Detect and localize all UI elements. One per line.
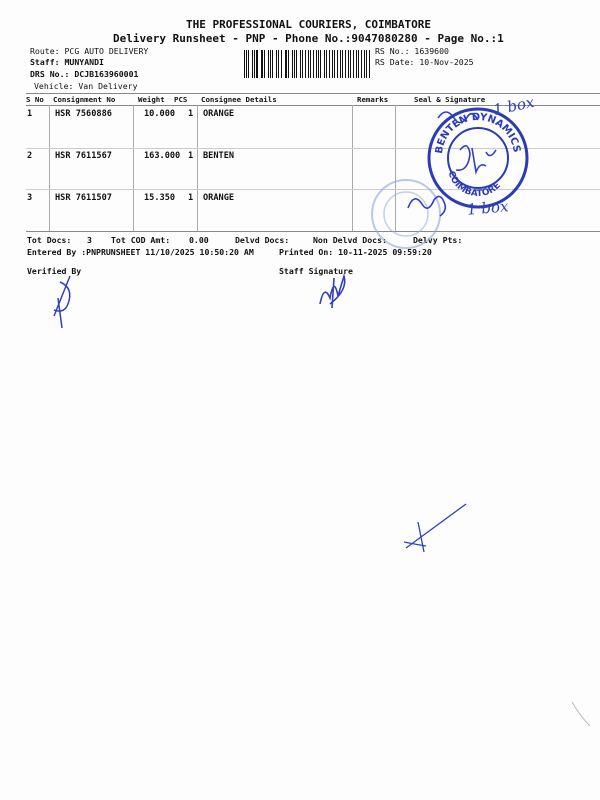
delvy-pts-label: Delvy Pts: xyxy=(413,235,463,245)
non-delvd-docs-label: Non Delvd Docs: xyxy=(313,235,387,245)
handwritten-note-box-2: 1 box xyxy=(466,197,510,219)
tot-docs-value: 3 xyxy=(87,235,92,245)
barcode-bar xyxy=(320,50,321,78)
barcode-bar xyxy=(324,50,325,78)
rs-date: RS Date: 10-Nov-2025 xyxy=(375,57,474,67)
stray-pen-mark xyxy=(402,500,472,560)
barcode-bar xyxy=(356,50,357,78)
col-pcs: PCS xyxy=(174,95,188,104)
tot-cod-label: Tot COD Amt: xyxy=(111,235,171,245)
row-consignment: HSR 7560886 xyxy=(55,109,112,119)
barcode-bar xyxy=(244,50,245,78)
barcode xyxy=(244,50,372,78)
barcode-bar xyxy=(256,50,257,78)
barcode-bar xyxy=(310,50,311,78)
delvd-docs-label: Delvd Docs: xyxy=(235,235,290,245)
row-consignee: ORANGE xyxy=(203,193,235,203)
vehicle-label: Vehicle: Van Delivery xyxy=(34,81,138,91)
barcode-bar xyxy=(342,50,343,78)
col-consignment: Consignment No xyxy=(53,95,116,104)
staff-signature xyxy=(312,268,362,318)
verified-by-label: Verified By xyxy=(27,266,82,276)
barcode-bar xyxy=(276,50,277,78)
barcode-bar xyxy=(264,50,265,78)
row-sno: 2 xyxy=(27,151,33,161)
col-seal: Seal & Signature xyxy=(414,95,486,104)
route-label: Route: PCG AUTO DELIVERY xyxy=(30,46,149,56)
row-consignment: HSR 7611507 xyxy=(55,193,112,203)
row-sno: 1 xyxy=(27,109,33,119)
col-weight: Weight xyxy=(138,95,165,104)
row-consignment: HSR 7611567 xyxy=(55,151,112,161)
barcode-bar xyxy=(300,50,301,78)
row-weight: 10.000 xyxy=(144,109,176,119)
row-weight: 163.000 xyxy=(144,151,181,161)
col-sno: S No xyxy=(26,95,44,104)
totals-row xyxy=(0,235,600,247)
row-pcs: 1 xyxy=(188,109,194,119)
barcode-bar xyxy=(281,50,282,78)
entered-by: Entered By :PNPRUNSHEET 11/10/2025 10:50:20 AM xyxy=(27,247,254,257)
col-consignee: Consignee Details xyxy=(201,95,277,104)
row-consignee: ORANGE xyxy=(203,109,235,119)
barcode-bar xyxy=(288,50,289,78)
printed-on: Printed On: 10-11-2025 09:59:20 xyxy=(279,247,432,257)
scan-edge-mark xyxy=(570,700,594,730)
col-remarks: Remarks xyxy=(357,95,389,104)
barcode-bar xyxy=(348,50,349,78)
row-sno: 3 xyxy=(27,193,33,203)
row-pcs: 1 xyxy=(188,151,194,161)
barcode-bar xyxy=(366,50,367,78)
stamp-text-top: BENTEN DYNAMICS xyxy=(433,111,522,155)
barcode-bar xyxy=(252,50,253,78)
row-weight: 15.350 xyxy=(144,193,176,203)
handwritten-note-box-1: 1 box xyxy=(491,92,536,120)
barcode-bar xyxy=(334,50,335,78)
runsheet-subtitle: Delivery Runsheet - PNP - Phone No.:9047080280 - Page No.:1 xyxy=(113,32,504,45)
row-consignee: BENTEN xyxy=(203,151,235,161)
row-pcs: 1 xyxy=(188,193,194,203)
drs-number: DRS No.: DCJB163960001 xyxy=(30,69,139,79)
table-bottom-rule xyxy=(26,231,600,232)
company-title: THE PROFESSIONAL COURIERS, COIMBATORE xyxy=(186,18,432,31)
rs-number: RS No.: 1639600 xyxy=(375,46,449,56)
staff-label: Staff: MUNYANDI xyxy=(30,57,104,67)
verifier-signature xyxy=(48,268,88,328)
barcode-bar xyxy=(302,50,303,78)
tot-docs-label: Tot Docs: xyxy=(27,235,72,245)
stamp-text-bottom: COIMBATORE xyxy=(445,169,503,200)
staff-signature-label: Staff Signature xyxy=(279,266,353,276)
tot-cod-value: 0.00 xyxy=(189,235,209,245)
